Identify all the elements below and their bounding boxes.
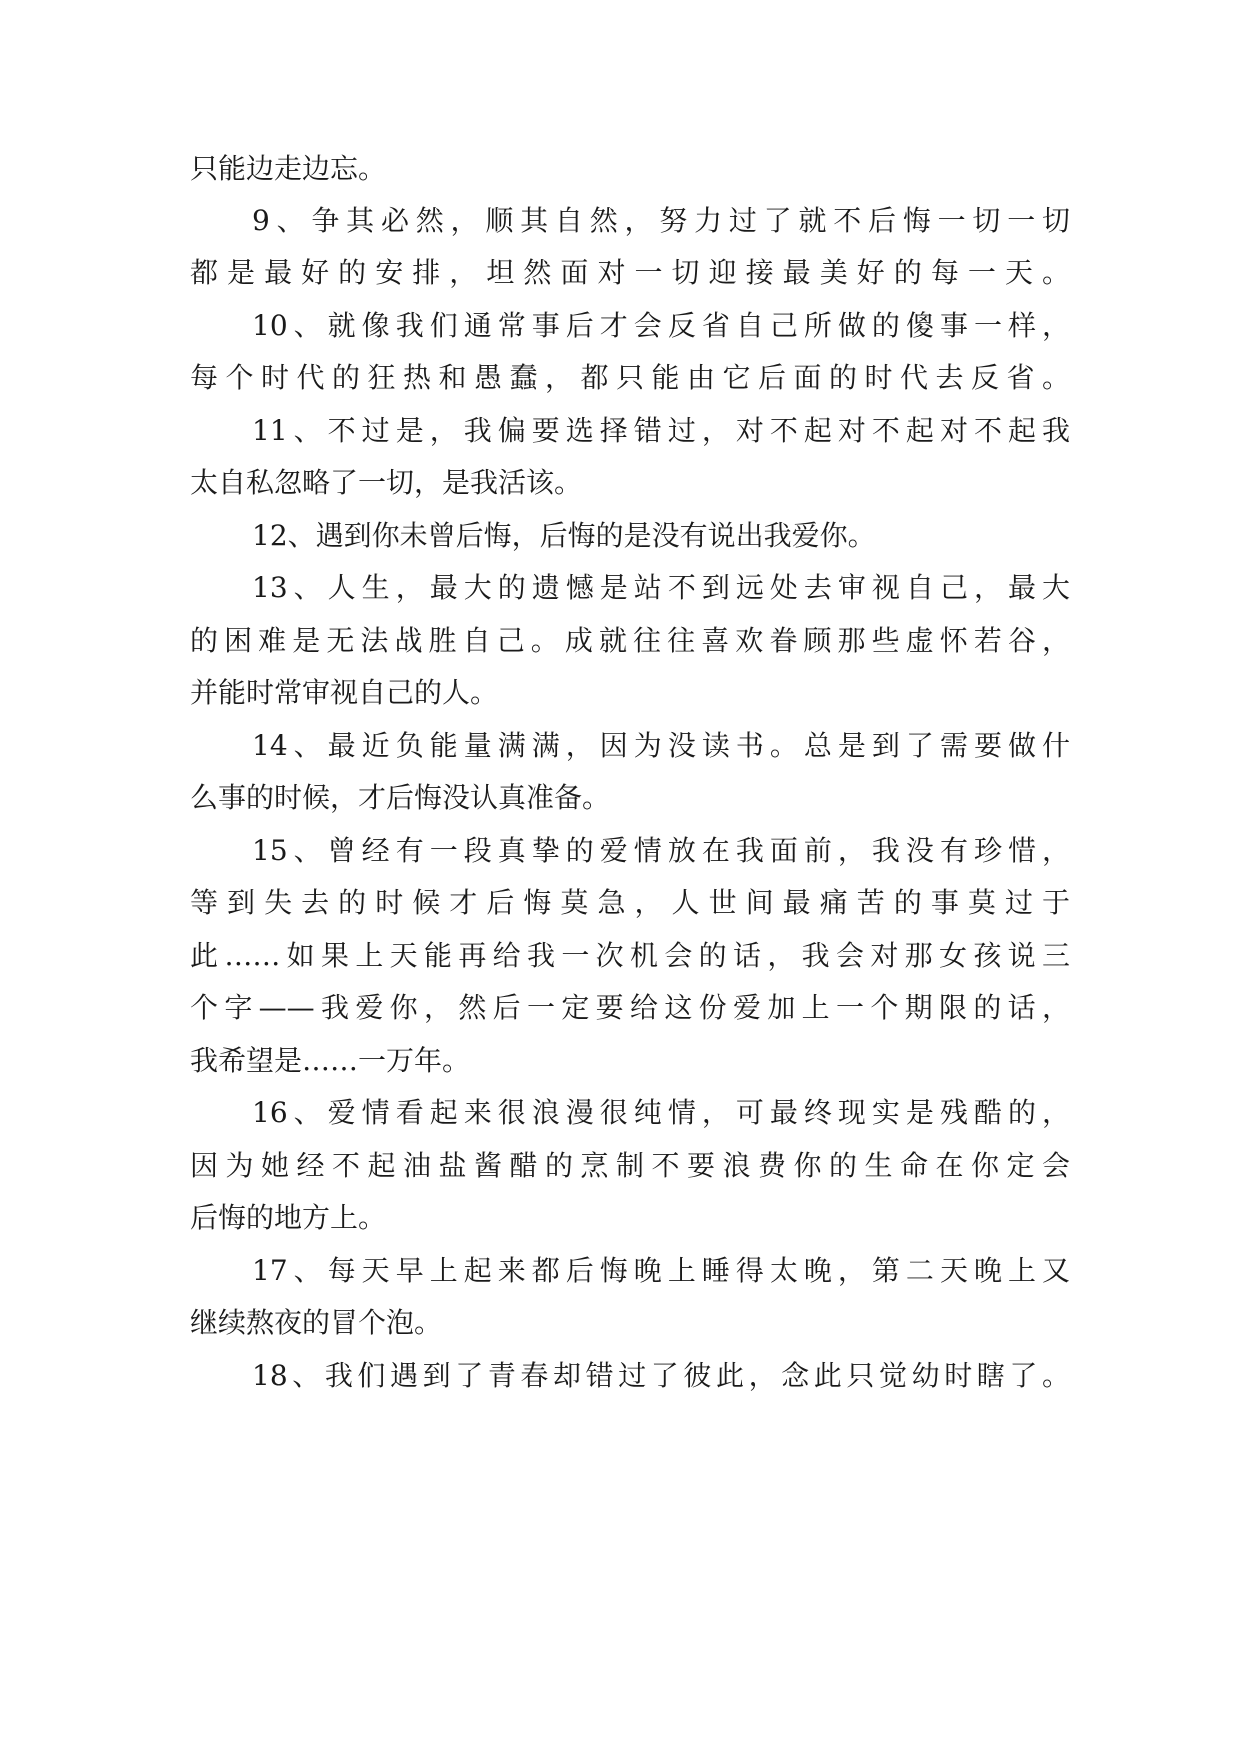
text-line: 此……如果上天能再给我一次机会的话，我会对那女孩说三 — [190, 939, 1070, 972]
text-line: 都是最好的安排，坦然面对一切迎接最美好的每一天。 — [190, 256, 1070, 289]
text-line: 因为她经不起油盐酱醋的烹制不要浪费你的生命在你定会 — [190, 1149, 1070, 1182]
text-line: 12、遇到你未曾后悔，后悔的是没有说出我爱你。 — [252, 519, 876, 552]
text-line: 的困难是无法战胜自己。成就往往喜欢眷顾那些虚怀若谷， — [190, 624, 1070, 657]
text-line: 16、爱情看起来很浪漫很纯情，可最终现实是残酷的， — [252, 1096, 1070, 1129]
text-line: 个字——我爱你，然后一定要给这份爱加上一个期限的话， — [190, 991, 1070, 1024]
text-line: 等到失去的时候才后悔莫急，人世间最痛苦的事莫过于 — [190, 886, 1070, 919]
text-line: 么事的时候，才后悔没认真准备。 — [190, 781, 611, 814]
text-line: 10、就像我们通常事后才会反省自己所做的傻事一样， — [252, 309, 1070, 342]
text-line: 14、最近负能量满满，因为没读书。总是到了需要做什 — [252, 729, 1070, 762]
text-line: 我希望是……一万年。 — [190, 1044, 471, 1077]
text-line: 18、我们遇到了青春却错过了彼此，念此只觉幼时瞎了。 — [252, 1359, 1070, 1392]
text-line: 15、曾经有一段真挚的爱情放在我面前，我没有珍惜， — [252, 834, 1070, 867]
text-line: 13、人生，最大的遗憾是站不到远处去审视自己，最大 — [252, 571, 1070, 604]
text-line: 继续熬夜的冒个泡。 — [190, 1306, 443, 1339]
text-line: 并能时常审视自己的人。 — [190, 676, 499, 709]
text-line: 后悔的地方上。 — [190, 1201, 387, 1234]
text-line: 9、争其必然，顺其自然，努力过了就不后悔一切一切 — [252, 204, 1070, 237]
text-line: 每个时代的狂热和愚蠢，都只能由它后面的时代去反省。 — [190, 361, 1070, 394]
text-line: 太自私忽略了一切，是我活该。 — [190, 466, 583, 499]
text-line: 11、不过是，我偏要选择错过，对不起对不起对不起我 — [252, 414, 1070, 447]
text-line: 17、每天早上起来都后悔晚上睡得太晚，第二天晚上又 — [252, 1254, 1070, 1287]
text-line: 只能边走边忘。 — [190, 152, 387, 185]
